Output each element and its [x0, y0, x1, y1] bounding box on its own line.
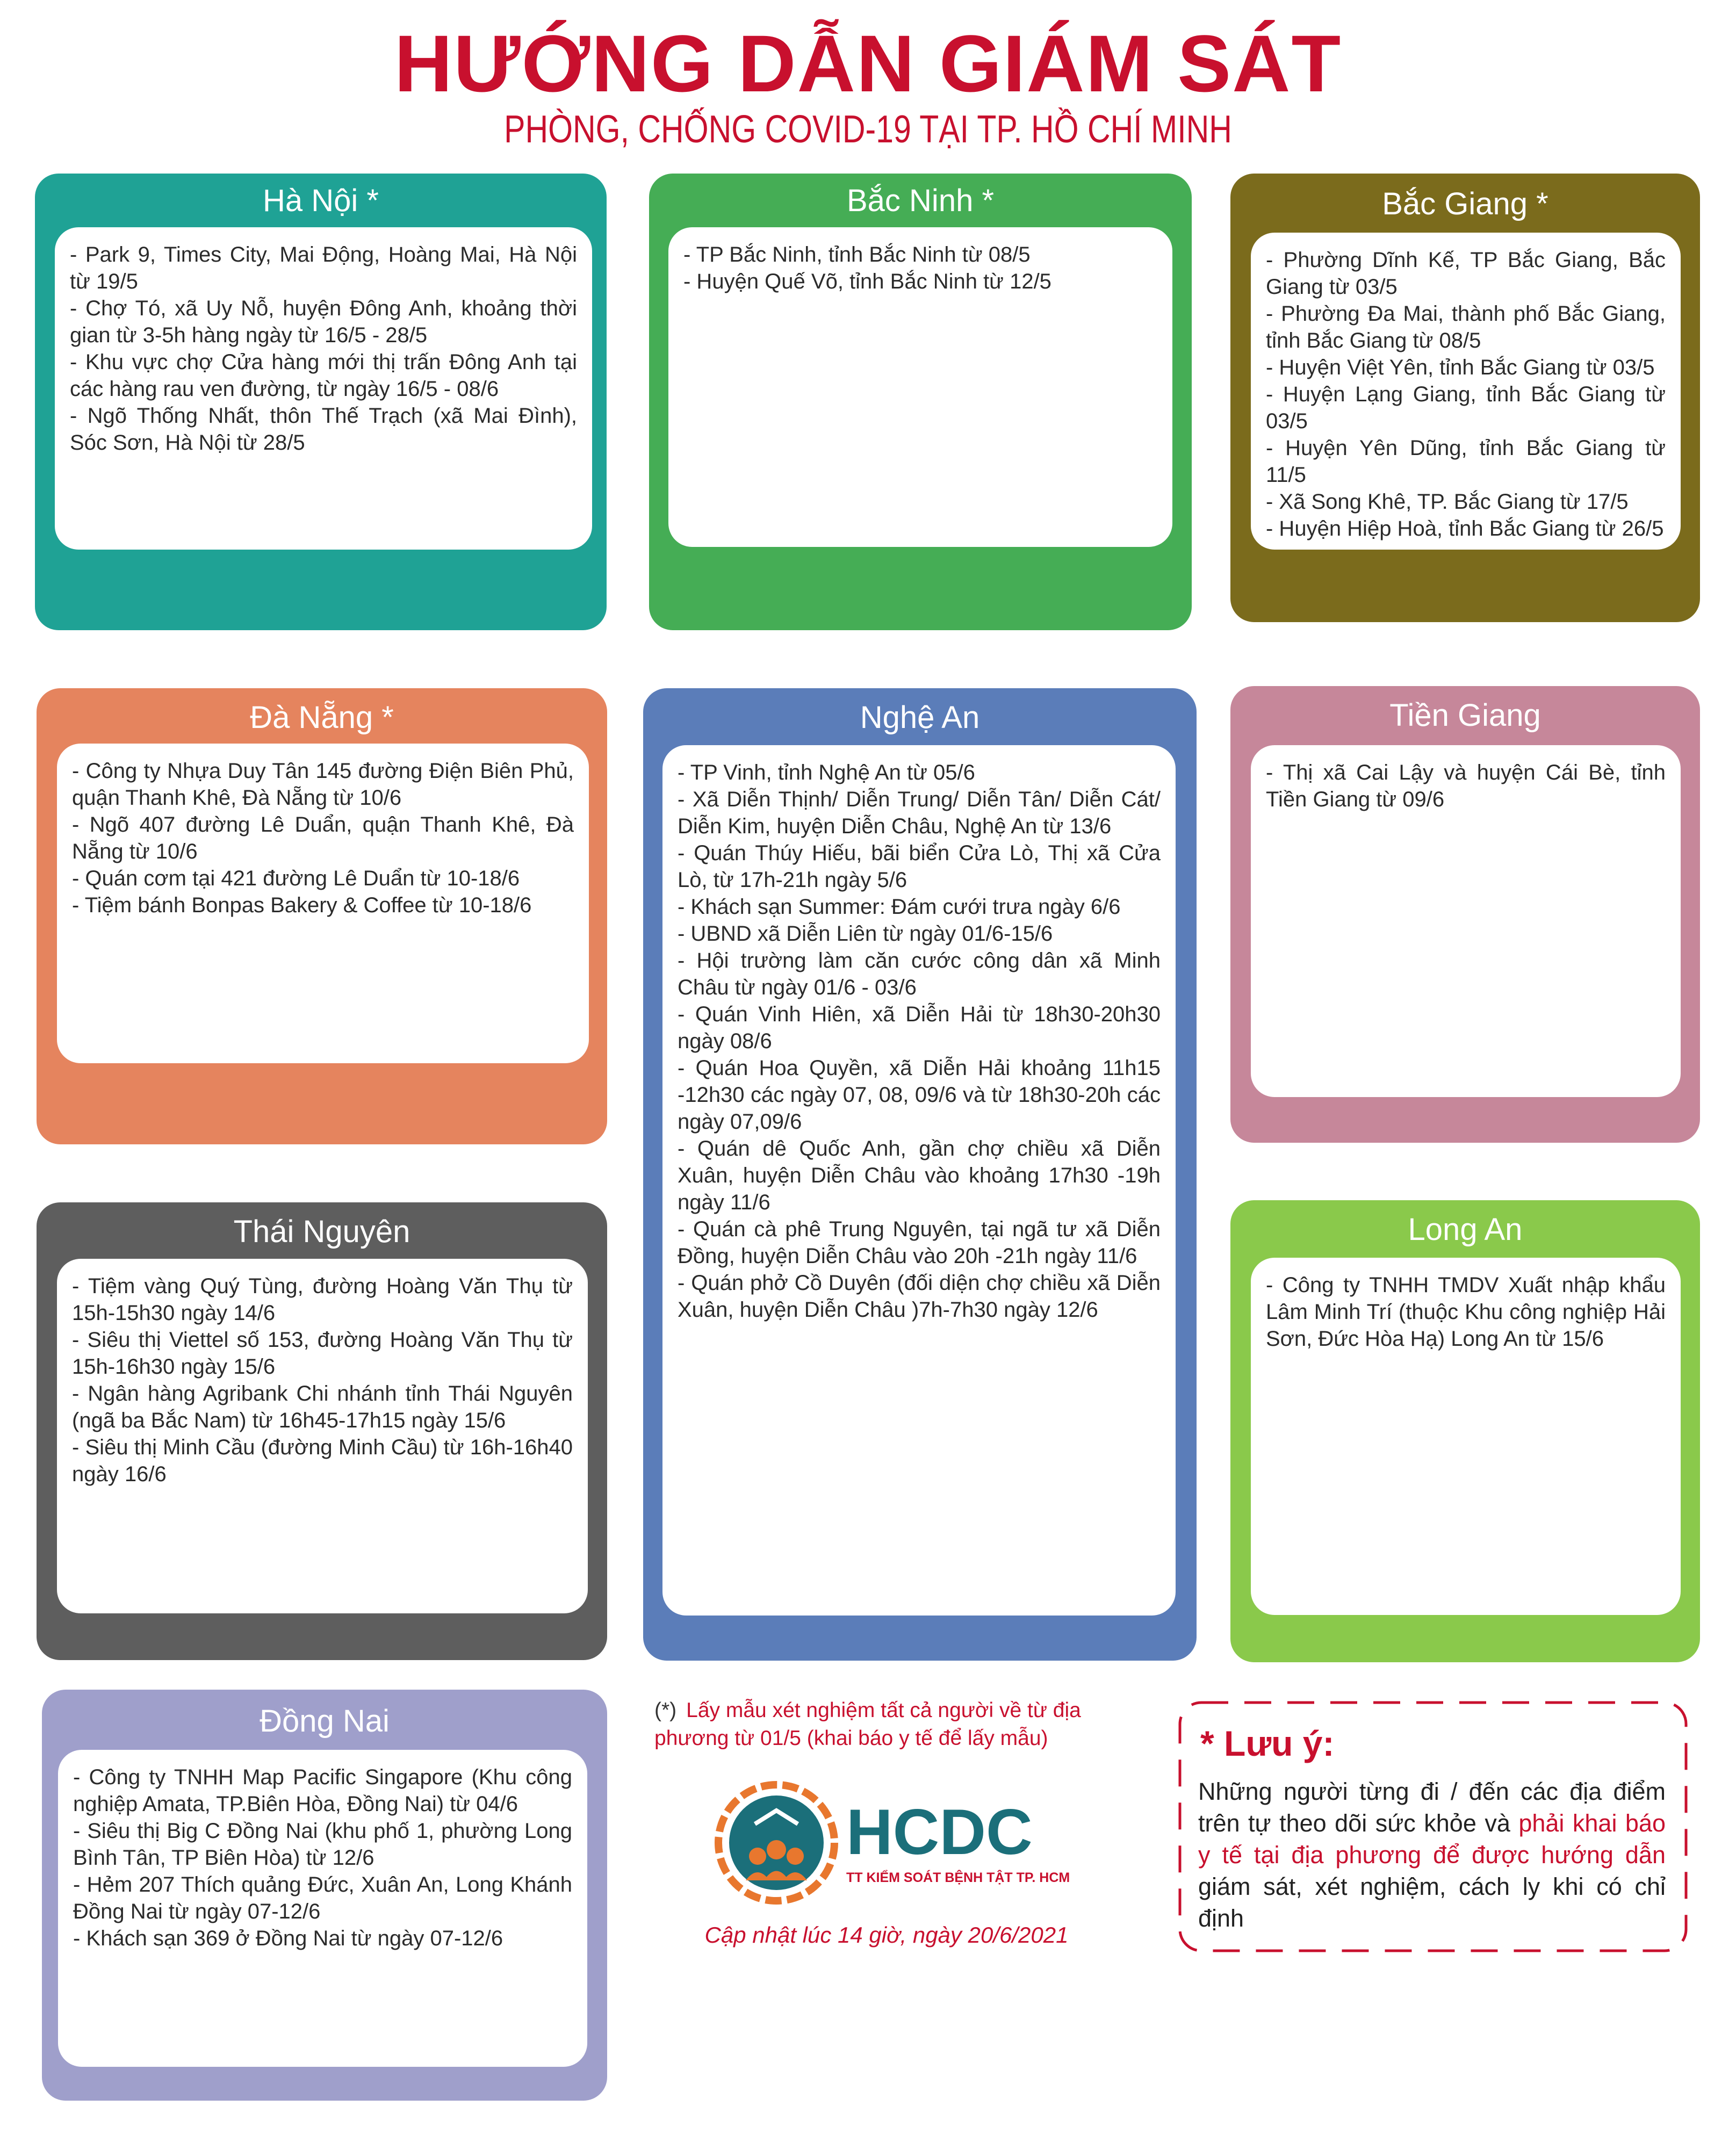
card-body	[57, 744, 589, 1063]
list-item: - Siêu thị Minh Cầu (đường Minh Cầu) từ 16h-16h40 ngày 16/6	[72, 1436, 573, 1486]
list-item: - Phường Dĩnh Kế, TP Bắc Giang, Bắc Giang từ 03/5	[1266, 248, 1666, 299]
list-item: - Quán Hoa Quyền, xã Diễn Hải khoảng 11h15 -12h30 các ngày 07, 08, 09/6 và từ 18h30-20h các ngày 07,09/6	[678, 1056, 1161, 1134]
list-item: - Quán cơm tại 421 đường Lê Duẩn từ 10-18/6	[72, 867, 520, 890]
list-item: - Huyện Lạng Giang, tỉnh Bắc Giang từ 03/5	[1266, 383, 1666, 433]
notice-title: * Lưu ý:	[1200, 1723, 1335, 1763]
card-title: Đà Nẵng *	[250, 700, 394, 735]
footnote	[654, 1697, 1127, 1753]
card-nghe-an	[643, 688, 1197, 1661]
card-body	[668, 227, 1172, 547]
page-subtitle: PHÒNG, CHỐNG COVID-19 TẠI TP. HỒ CHÍ MINH	[504, 108, 1232, 151]
card-long-an	[1230, 1200, 1700, 1662]
list-item: - Phường Đa Mai, thành phố Bắc Giang, tỉnh Bắc Giang từ 08/5	[1266, 302, 1666, 352]
list-item: - Quán Vinh Hiên, xã Diễn Hải từ 18h30-20h30 ngày 08/6	[678, 1003, 1161, 1053]
logo-tagline: TT KIỂM SOÁT BỆNH TẬT TP. HCM	[846, 1870, 1070, 1885]
list-item: - Công ty TNHH Map Pacific Singapore (Khu công nghiệp Amata, TP.Biên Hòa, Đồng Nai) từ 04/6	[73, 1765, 572, 1816]
card-body	[55, 227, 592, 550]
list-item: - Khách sạn 369 ở Đồng Nai từ ngày 07-12/6	[73, 1927, 503, 1950]
card-da-nang	[37, 688, 607, 1144]
card-title: Nghệ An	[860, 700, 980, 735]
list-item: - Tiệm bánh Bonpas Bakery & Coffee từ 10-18/6	[72, 893, 532, 917]
card-title: Đồng Nai	[260, 1704, 390, 1739]
footnote-text: Lấy mẫu xét nghiệm tất cả người về từ địa phương từ 01/5 (khai báo y tế để lấy mẫu)	[654, 1699, 1081, 1750]
card-title: Long An	[1408, 1212, 1523, 1247]
list-item: - Quán phở Cồ Duyên (đối diện chợ chiều xã Diễn Xuân, huyện Diễn Châu )7h-7h30 ngày 12/6	[678, 1271, 1161, 1322]
logo-name: HCDC	[846, 1796, 1033, 1868]
notice-box	[1178, 1700, 1688, 1953]
card-body	[1251, 745, 1681, 1097]
notice-text-highlight: phải khai báo y tế tại địa phương để được hướng dẫn	[1198, 1809, 1666, 1869]
list-item: - Ngõ Thống Nhất, thôn Thế Trạch (xã Mai Đình), Sóc Sơn, Hà Nội từ 28/5	[70, 404, 577, 455]
list-item: - Huyện Quế Võ, tỉnh Bắc Ninh từ 12/5	[683, 270, 1051, 293]
list-item: - Quán Thúy Hiếu, bãi biển Cửa Lò, Thị xã Cửa Lò, từ 17h-21h ngày 5/6	[678, 841, 1161, 892]
card-body	[58, 1750, 587, 2067]
card-body	[1251, 233, 1681, 550]
list-item: - Park 9, Times City, Mai Động, Hoàng Mai, Hà Nội từ 19/5	[70, 243, 577, 293]
notice-text-part: Những người từng đi / đến các địa điểm trên tự theo dõi sức khỏe và	[1198, 1778, 1666, 1837]
card-body	[662, 745, 1176, 1616]
list-item: - Khách sạn Summer: Đám cưới trưa ngày 6/6	[678, 895, 1121, 919]
list-item: - Tiệm vàng Quý Tùng, đường Hoàng Văn Thụ từ 15h-15h30 ngày 14/6	[72, 1274, 573, 1325]
list-item: - UBND xã Diễn Liên từ ngày 01/6-15/6	[678, 922, 1053, 946]
hcdc-logo-icon	[715, 1781, 838, 1907]
list-item: - Chợ Tó, xã Uy Nỗ, huyện Đông Anh, khoảng thời gian từ 3-5h hàng ngày từ 16/5 - 28/5	[70, 297, 577, 347]
updated-timestamp: Cập nhật lúc 14 giờ, ngày 20/6/2021	[704, 1922, 1069, 1948]
card-thai-nguyen	[37, 1202, 607, 1660]
card-bac-ninh	[649, 174, 1192, 630]
list-item: - Xã Diễn Thịnh/ Diễn Trung/ Diễn Tân/ Diễn Cát/ Diễn Kim, huyện Diễn Châu, Nghệ An từ 13/6	[678, 788, 1161, 838]
card-title: Tiền Giang	[1389, 698, 1541, 733]
card-title: Hà Nội *	[263, 183, 379, 218]
card-title: Bắc Ninh *	[846, 183, 995, 218]
card-title: Thái Nguyên	[233, 1214, 410, 1249]
list-item: - Khu vực chợ Cửa hàng mới thị trấn Đông Anh tại các hàng rau ven đường, từ ngày 16/5 - 08/6	[70, 350, 577, 401]
list-item: - Công ty Nhựa Duy Tân 145 đường Điện Biên Phủ, quận Thanh Khê, Đà Nẵng từ 10/6	[72, 759, 574, 810]
list-item: - TP Vinh, tỉnh Nghệ An từ 05/6	[678, 761, 975, 784]
list-item: - Thị xã Cai Lậy và huyện Cái Bè, tỉnh Tiền Giang từ 09/6	[1266, 761, 1666, 811]
page-title: HƯỚNG DẪN GIÁM SÁT	[394, 18, 1342, 109]
list-item: - Công ty TNHH TMDV Xuất nhập khẩu Lâm Minh Trí (thuộc Khu công nghiệp Hải Sơn, Đức Hòa Hạ) Long An từ 15/6	[1266, 1273, 1666, 1351]
list-item: - Huyện Hiệp Hoà, tỉnh Bắc Giang từ 26/5	[1266, 517, 1664, 540]
list-item: - Ngân hàng Agribank Chi nhánh tỉnh Thái Nguyên (ngã ba Bắc Nam) từ 16h45-17h15 ngày 15/6	[72, 1382, 573, 1432]
card-ha-noi	[35, 174, 607, 630]
list-item: - Huyện Yên Dũng, tỉnh Bắc Giang từ 11/5	[1266, 436, 1666, 487]
notice-text-part: giám sát, xét nghiệm, cách ly khi có chỉ định	[1198, 1873, 1666, 1932]
notice-text	[1198, 1776, 1666, 1934]
card-bac-giang	[1230, 174, 1700, 622]
list-item: - Hội trường làm căn cước công dân xã Minh Châu từ ngày 01/6 - 03/6	[678, 949, 1161, 999]
list-item: - Quán dê Quốc Anh, gần chợ chiều xã Diễn Xuân, huyện Diễn Châu vào khoảng 17h30 -19h ngày 11/6	[678, 1137, 1161, 1214]
list-item: - Huyện Việt Yên, tỉnh Bắc Giang từ 03/5	[1266, 356, 1655, 379]
footnote-mark: (*)	[654, 1699, 677, 1722]
list-item: - Siêu thị Big C Đồng Nai (khu phố 1, phường Long Bình Tân, TP Biên Hòa) từ 12/6	[73, 1819, 572, 1870]
list-item: - Xã Song Khê, TP. Bắc Giang từ 17/5	[1266, 490, 1629, 514]
card-dong-nai	[42, 1690, 607, 2101]
list-item: - Ngõ 407 đường Lê Duẩn, quận Thanh Khê, Đà Nẵng từ 10/6	[72, 813, 574, 863]
card-tien-giang	[1230, 686, 1700, 1143]
list-item: - TP Bắc Ninh, tỉnh Bắc Ninh từ 08/5	[683, 243, 1031, 266]
list-item: - Hẻm 207 Thích quảng Đức, Xuân An, Long Khánh Đồng Nai từ ngày 07-12/6	[73, 1873, 572, 1923]
list-item: - Quán cà phê Trung Nguyên, tại ngã tư xã Diễn Đồng, huyện Diễn Châu vào 20h -21h ngày 11/6	[678, 1217, 1161, 1268]
card-body	[57, 1259, 588, 1613]
list-item: - Siêu thị Viettel số 153, đường Hoàng Văn Thụ từ 15h-16h30 ngày 15/6	[72, 1328, 573, 1379]
card-title: Bắc Giang *	[1382, 186, 1548, 221]
card-body	[1251, 1258, 1681, 1615]
